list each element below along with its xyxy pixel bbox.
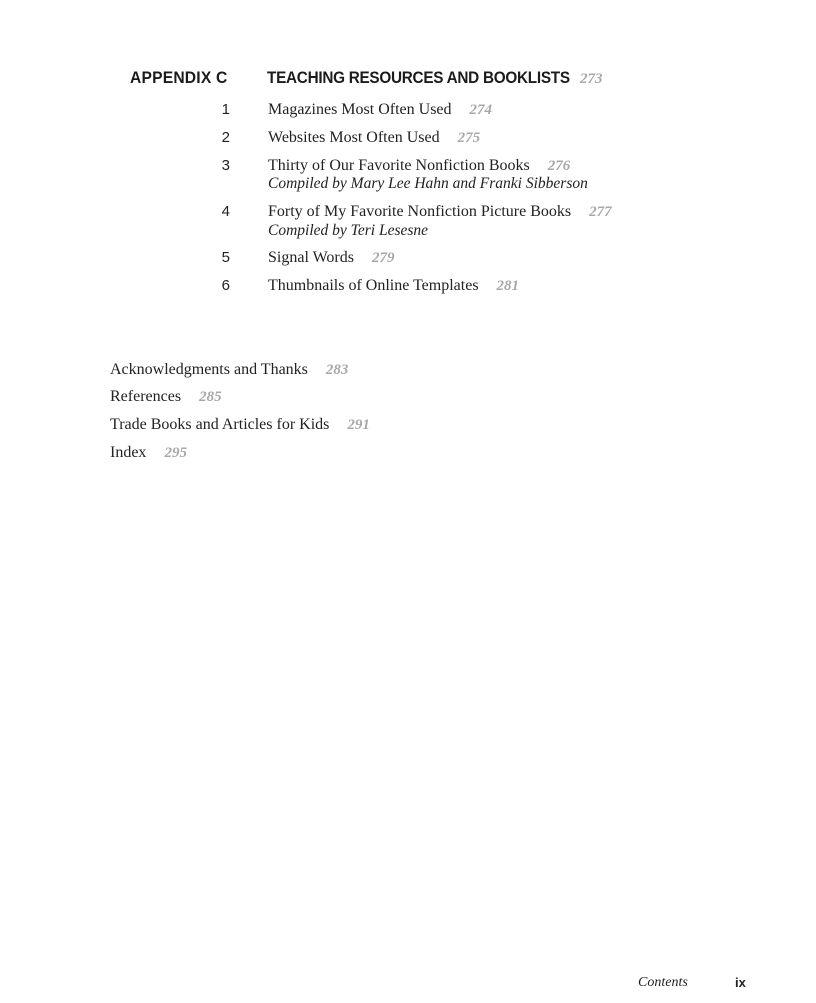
item-compiler: Compiled by Teri Lesesne [268,222,429,239]
item-page-number: 275 [457,130,481,146]
item-page-number: 279 [371,250,395,266]
running-footer-label: Contents [638,975,688,990]
item-title-text: Forty of My Favorite Nonfiction Picture Books [268,203,572,220]
appendix-label: APPENDIX C [130,68,228,87]
item-title-text: Signal Words [268,249,354,266]
item-number: 5 [221,249,230,266]
appendix-title: TEACHING RESOURCES AND BOOKLISTS [267,68,570,87]
item-number: 1 [221,101,230,118]
back-matter-page-number: 285 [199,389,222,405]
back-matter-index [110,444,187,462]
item-title [268,277,519,295]
item-title-text: Thirty of Our Favorite Nonfiction Books [268,157,530,174]
item-title [268,249,394,267]
back-matter-title: Index [110,444,147,461]
back-matter-acknowledgments [110,361,348,379]
item-number: 3 [221,157,230,174]
item-title [268,101,492,119]
back-matter-page-number: 291 [347,417,370,433]
item-page-number: 274 [469,102,493,118]
item-page-number: 276 [547,158,571,174]
back-matter-trade-books [110,416,370,434]
back-matter-page-number: 295 [164,445,187,461]
folio-page-number: ix [735,975,746,990]
item-title-text: Magazines Most Often Used [268,101,452,118]
item-title [268,203,612,221]
appendix-heading [267,68,603,88]
back-matter-page-number: 283 [325,362,349,378]
appendix-page-number: 273 [580,71,603,87]
back-matter-references [110,388,222,406]
back-matter-title: References [110,388,182,405]
item-title-text: Websites Most Often Used [268,129,440,146]
back-matter-title: Trade Books and Articles for Kids [110,416,330,433]
item-number: 6 [221,277,230,294]
item-page-number: 281 [496,278,520,294]
item-compiler: Compiled by Mary Lee Hahn and Franki Sibberson [268,175,588,192]
item-number: 2 [221,129,230,146]
item-page-number: 277 [589,204,612,220]
item-number: 4 [221,203,230,220]
item-title [268,157,570,175]
item-title [268,129,480,147]
back-matter-title: Acknowledgments and Thanks [110,361,308,378]
item-title-text: Thumbnails of Online Templates [268,277,479,294]
